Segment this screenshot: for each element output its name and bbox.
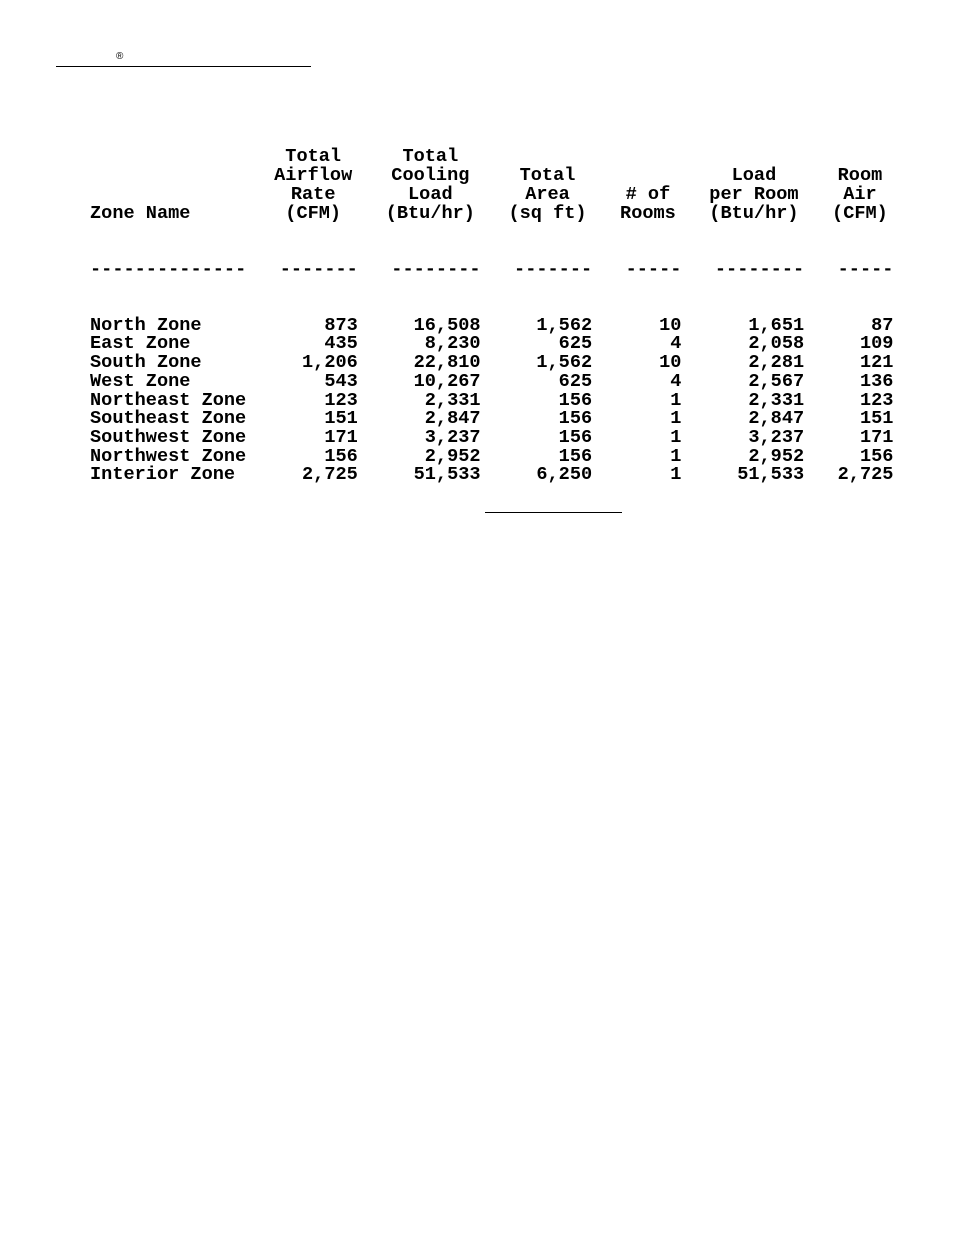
value-cell: 151	[324, 408, 358, 430]
value-cell: 3,237	[748, 426, 805, 448]
value-cell: 121	[859, 352, 894, 374]
value-cell: 2,847	[748, 408, 805, 430]
value-cell: 1	[670, 464, 682, 486]
value-cell: 2,952	[748, 445, 805, 467]
value-cell: 156	[558, 426, 593, 448]
value-cell: 1	[670, 389, 682, 411]
separator-cell: --------------	[90, 258, 247, 280]
value-cell: 1	[670, 408, 682, 430]
value-cell: 543	[324, 370, 358, 392]
zone-name-cell: West Zone	[90, 370, 191, 392]
value-cell: 2,567	[748, 370, 805, 392]
value-cell: 10	[659, 314, 682, 336]
separator-cell: -------	[514, 258, 593, 280]
zone-name-cell: South Zone	[90, 352, 202, 374]
value-cell: 151	[859, 408, 894, 430]
header-rule	[56, 66, 311, 67]
value-cell: 2,725	[302, 464, 358, 486]
value-cell: 156	[558, 408, 593, 430]
separator-cell: -----	[625, 258, 682, 280]
registered-trademark-mark: ®	[116, 51, 124, 62]
blank-rule	[485, 512, 622, 513]
value-cell: 1	[670, 445, 682, 467]
value-cell: 156	[558, 445, 593, 467]
column-header-cell: # of	[625, 183, 671, 205]
value-cell: 51,533	[413, 464, 481, 486]
separator-cell: -----	[837, 258, 894, 280]
zone-name-cell: Northwest Zone	[90, 445, 247, 467]
value-cell: 109	[859, 333, 894, 355]
column-header-cell: (CFM)	[285, 202, 342, 224]
column-header-cell: (Btu/hr)	[709, 202, 799, 224]
value-cell: 22,810	[413, 352, 481, 374]
value-cell: 87	[871, 314, 894, 336]
value-cell: 10,267	[413, 370, 481, 392]
zone-summary-table	[90, 111, 893, 504]
value-cell: 3,237	[424, 426, 481, 448]
value-cell: 136	[859, 370, 894, 392]
column-header-cell: Load	[408, 183, 453, 205]
value-cell: 2,952	[424, 445, 481, 467]
value-cell: 2,847	[424, 408, 481, 430]
value-cell: 1,651	[748, 314, 805, 336]
zone-name-cell: North Zone	[90, 314, 202, 336]
zone-name-cell: Southeast Zone	[90, 408, 247, 430]
value-cell: 2,331	[424, 389, 481, 411]
column-header-cell: per Room	[709, 183, 799, 205]
value-cell: 156	[324, 445, 358, 467]
zone-name-cell: Northeast Zone	[90, 389, 247, 411]
value-cell: 2,281	[748, 352, 805, 374]
column-header-cell: Total	[402, 146, 459, 168]
value-cell: 156	[859, 445, 894, 467]
table-row	[90, 370, 894, 392]
separator-cell: --------	[714, 258, 805, 280]
value-cell: 51,533	[737, 464, 805, 486]
column-header-cell: Load	[731, 165, 777, 187]
value-cell: 1,562	[536, 314, 593, 336]
column-header-cell: Rate	[290, 183, 336, 205]
value-cell: 1	[670, 426, 682, 448]
value-cell: 8,230	[424, 333, 481, 355]
value-cell: 6,250	[536, 464, 593, 486]
header-line	[90, 183, 893, 205]
table-row	[90, 466, 893, 485]
header-line	[90, 167, 893, 186]
separator-cell: --------	[391, 258, 481, 280]
value-cell: 1,562	[536, 352, 593, 374]
value-cell: 873	[324, 314, 358, 336]
table-body	[90, 314, 894, 486]
column-header-cell: (Btu/hr)	[385, 202, 475, 224]
column-header-cell: Cooling	[391, 165, 470, 187]
value-cell: 171	[324, 426, 358, 448]
value-cell: 625	[558, 370, 593, 392]
table-separator-row	[90, 258, 894, 280]
zone-name-cell: Interior Zone	[90, 464, 236, 486]
value-cell: 123	[859, 389, 894, 411]
value-cell: 16,508	[413, 314, 481, 336]
column-header-cell: Room	[837, 165, 883, 187]
value-cell: 123	[324, 389, 358, 411]
value-cell: 10	[659, 352, 682, 374]
column-header-cell: Rooms	[620, 202, 676, 224]
column-header-cell: Total	[519, 165, 576, 187]
value-cell: 4	[670, 333, 682, 355]
value-cell: 156	[558, 389, 593, 411]
column-header-cell: Zone Name	[90, 202, 191, 224]
value-cell: 2,331	[748, 389, 805, 411]
column-header-cell: Air	[843, 183, 877, 205]
value-cell: 435	[324, 333, 358, 355]
value-cell: 171	[859, 426, 894, 448]
column-header-cell: (sq ft)	[508, 202, 587, 224]
header-line	[90, 202, 893, 224]
column-header-cell: Total	[285, 146, 342, 168]
table-row	[90, 426, 894, 448]
column-header-cell: Airflow	[274, 165, 353, 187]
zone-name-cell: East Zone	[90, 333, 191, 355]
zone-name-cell: Southwest Zone	[90, 426, 247, 448]
table-header	[90, 148, 893, 223]
column-header-cell: Area	[525, 183, 570, 205]
value-cell: 625	[558, 333, 593, 355]
separator-cell: -------	[279, 258, 358, 280]
column-header-cell: (CFM)	[832, 202, 888, 224]
value-cell: 4	[670, 370, 682, 392]
value-cell: 2,058	[748, 333, 805, 355]
value-cell: 1,206	[302, 352, 358, 374]
value-cell: 2,725	[837, 464, 894, 486]
